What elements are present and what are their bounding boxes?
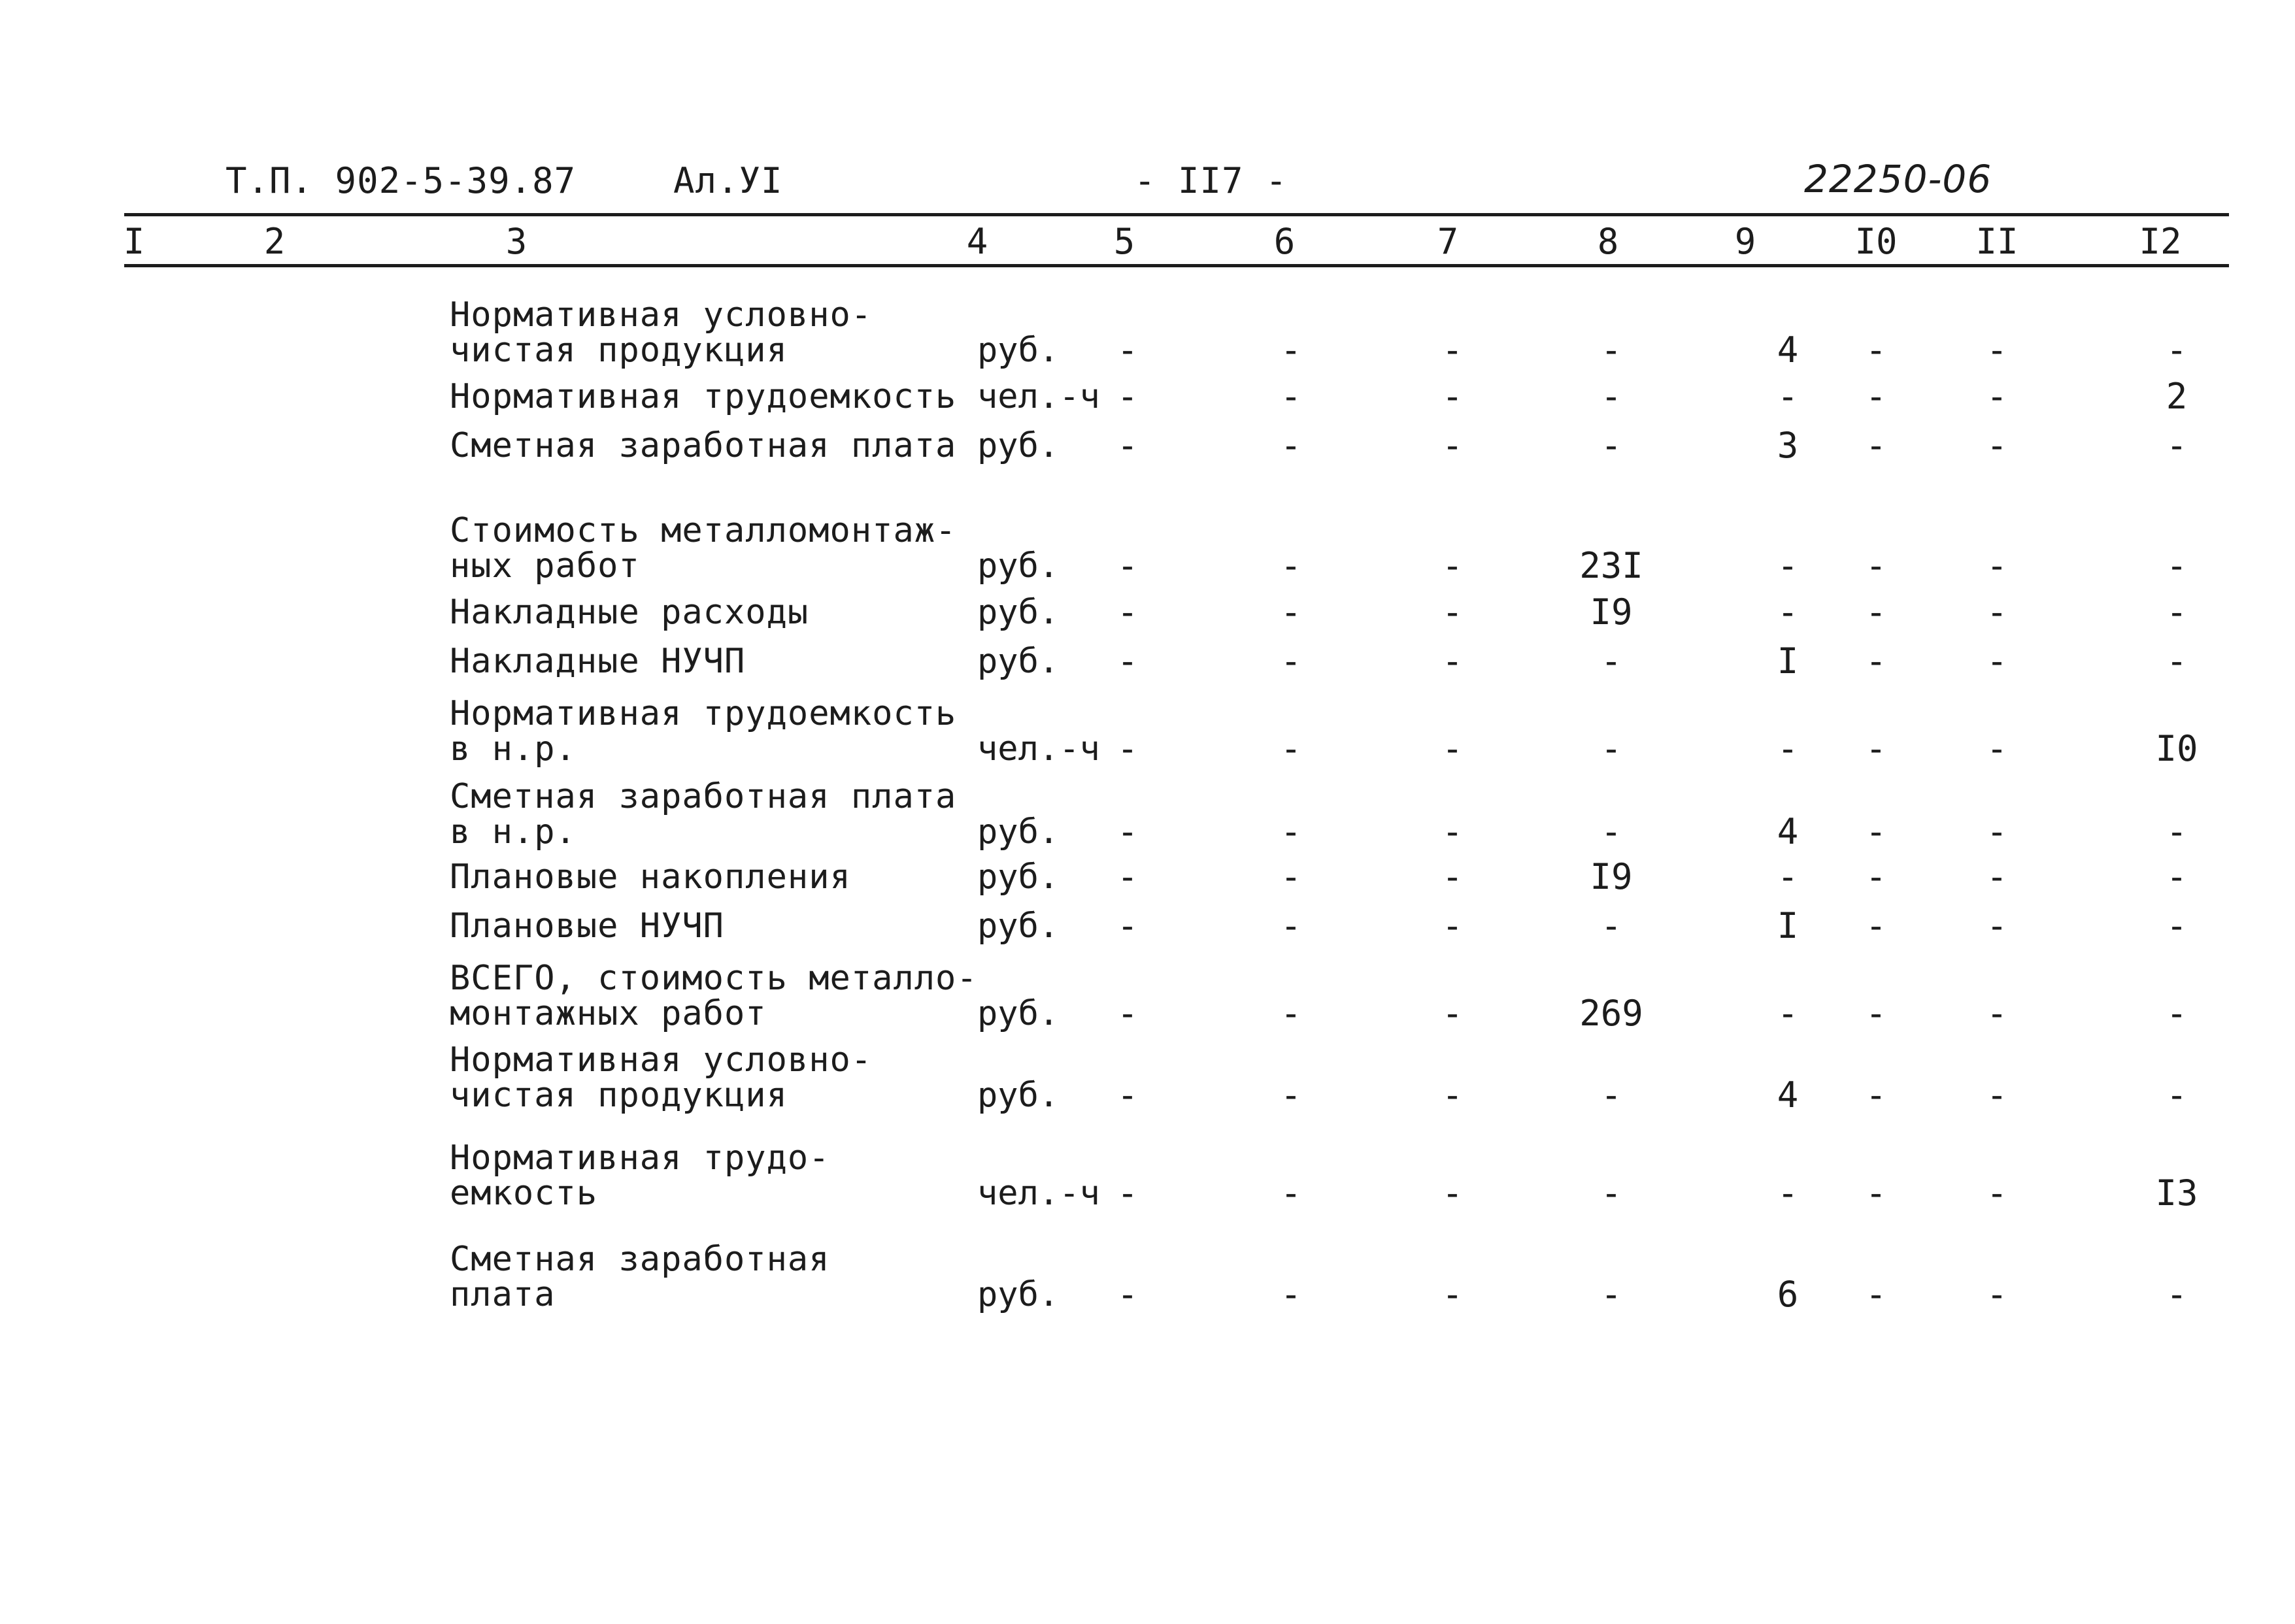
row-value: - <box>2166 1274 2188 1315</box>
row-value: - <box>1600 640 1622 682</box>
row-unit: чел.-ч <box>977 1174 1100 1213</box>
row-value: - <box>1600 376 1622 417</box>
row-value: - <box>1441 1172 1464 1214</box>
row-label: Накладные расходы <box>450 593 809 632</box>
row-label: Сметная заработная плата <box>450 1240 830 1314</box>
row-value: 269 <box>1579 993 1643 1034</box>
row-label: Накладные НУЧП <box>450 642 746 681</box>
row-unit: руб. <box>977 642 1060 681</box>
row-value: - <box>1280 1274 1302 1315</box>
row-value: - <box>1986 329 2008 371</box>
row-value: 4 <box>1777 329 1799 371</box>
row-value: - <box>1986 1274 2008 1315</box>
row-value: - <box>1280 905 1302 946</box>
row-value: - <box>1865 1074 1887 1116</box>
row-value: - <box>1600 1074 1622 1116</box>
row-value: - <box>1986 425 2008 466</box>
column-number: 9 <box>1734 221 1756 262</box>
row-unit: руб. <box>977 906 1060 946</box>
row-value: - <box>2166 640 2188 682</box>
row-value: - <box>2166 545 2188 586</box>
row-value: - <box>1600 728 1622 769</box>
row-value: - <box>1777 591 1799 633</box>
top-rule <box>124 213 2229 216</box>
column-number: 7 <box>1437 221 1459 262</box>
row-value: - <box>1865 545 1887 586</box>
row-unit: руб. <box>977 593 1060 632</box>
column-number: 5 <box>1113 221 1135 262</box>
row-value: - <box>1865 329 1887 371</box>
row-value: 2 <box>2166 376 2188 417</box>
page-number: - II7 - <box>1134 160 1288 201</box>
row-value: - <box>1441 640 1464 682</box>
row-label: ВСЕГО, стоимость металло- монтажных работ <box>450 959 978 1033</box>
row-value: I <box>1777 905 1799 946</box>
row-label: Нормативная условно- чистая продукция <box>450 1040 873 1115</box>
row-value: - <box>1116 1172 1139 1214</box>
row-value: - <box>1865 993 1887 1034</box>
row-value: - <box>1280 811 1302 852</box>
row-value: - <box>1441 905 1464 946</box>
row-value: 23I <box>1579 545 1643 586</box>
row-value: I9 <box>1590 856 1633 897</box>
row-value: - <box>1865 856 1887 897</box>
row-value: - <box>1986 905 2008 946</box>
column-number: 8 <box>1597 221 1619 262</box>
row-value: - <box>1441 545 1464 586</box>
row-value: - <box>1441 376 1464 417</box>
row-value: - <box>1116 329 1139 371</box>
document-number: 22250-06 <box>1804 157 1992 201</box>
row-value: - <box>2166 993 2188 1034</box>
row-unit: руб. <box>977 426 1060 465</box>
row-value: - <box>1600 811 1622 852</box>
row-value: - <box>1777 856 1799 897</box>
row-value: - <box>1986 545 2008 586</box>
row-label: Нормативная трудоемкость <box>450 377 957 416</box>
row-value: I <box>1777 640 1799 682</box>
row-value: - <box>1777 993 1799 1034</box>
row-value: - <box>1777 1172 1799 1214</box>
row-unit: руб. <box>977 812 1060 852</box>
column-number: 2 <box>263 221 286 262</box>
row-label: Плановые НУЧП <box>450 906 724 946</box>
row-value: - <box>2166 856 2188 897</box>
column-number: I2 <box>2139 221 2182 262</box>
row-value: - <box>1777 376 1799 417</box>
row-value: - <box>1865 1274 1887 1315</box>
row-value: - <box>1865 376 1887 417</box>
row-value: - <box>1116 728 1139 769</box>
row-unit: руб. <box>977 857 1060 897</box>
row-value: - <box>2166 425 2188 466</box>
column-number: II <box>1975 221 2019 262</box>
row-value: - <box>1865 591 1887 633</box>
row-value: - <box>1986 1074 2008 1116</box>
row-value: I9 <box>1590 591 1633 633</box>
row-value: - <box>1441 329 1464 371</box>
row-value: - <box>1280 425 1302 466</box>
row-label: Нормативная трудо- емкость <box>450 1138 830 1213</box>
album-number: Ал.УІ <box>673 160 783 201</box>
row-value: - <box>1441 728 1464 769</box>
row-unit: руб. <box>977 1275 1060 1314</box>
row-value: - <box>1441 811 1464 852</box>
column-number: I <box>123 221 145 262</box>
row-value: - <box>1116 1274 1139 1315</box>
row-label: Нормативная условно- чистая продукция <box>450 295 873 370</box>
row-value: - <box>1441 425 1464 466</box>
row-value: - <box>1280 856 1302 897</box>
row-value: - <box>1986 728 2008 769</box>
row-value: - <box>1116 856 1139 897</box>
row-value: - <box>1116 640 1139 682</box>
row-value: - <box>1865 728 1887 769</box>
row-unit: руб. <box>977 331 1060 370</box>
row-value: - <box>2166 1074 2188 1116</box>
row-value: - <box>1986 591 2008 633</box>
row-value: - <box>1116 993 1139 1034</box>
project-code: Т.П. 902-5-39.87 <box>226 160 577 201</box>
row-value: - <box>1865 811 1887 852</box>
row-value: - <box>1865 1172 1887 1214</box>
row-value: - <box>1986 640 2008 682</box>
row-value: - <box>1986 856 2008 897</box>
column-number: 3 <box>505 221 528 262</box>
row-value: I3 <box>2155 1172 2198 1214</box>
row-value: - <box>1986 1172 2008 1214</box>
row-value: - <box>1280 376 1302 417</box>
row-value: - <box>1865 905 1887 946</box>
row-label: Нормативная трудоемкость в н.р. <box>450 694 957 769</box>
row-value: - <box>1600 425 1622 466</box>
row-value: - <box>1865 640 1887 682</box>
row-value: 6 <box>1777 1274 1799 1315</box>
row-unit: руб. <box>977 994 1060 1033</box>
row-value: - <box>1116 545 1139 586</box>
row-value: - <box>1986 811 2008 852</box>
row-value: - <box>1441 1074 1464 1116</box>
row-value: 4 <box>1777 1074 1799 1116</box>
row-value: - <box>1986 376 2008 417</box>
row-value: - <box>1441 591 1464 633</box>
row-value: - <box>1986 993 2008 1034</box>
row-value: - <box>1116 425 1139 466</box>
row-value: - <box>1280 728 1302 769</box>
row-value: - <box>1116 1074 1139 1116</box>
row-value: - <box>1116 376 1139 417</box>
row-value: - <box>1116 591 1139 633</box>
row-unit: чел.-ч <box>977 729 1100 769</box>
row-value: - <box>1280 640 1302 682</box>
row-value: I0 <box>2155 728 2198 769</box>
row-value: - <box>2166 329 2188 371</box>
row-value: - <box>1280 545 1302 586</box>
row-label: Сметная заработная плата <box>450 426 957 465</box>
row-value: - <box>1280 993 1302 1034</box>
row-value: 3 <box>1777 425 1799 466</box>
row-label: Стоимость металломонтаж- ных работ <box>450 511 957 586</box>
row-unit: руб. <box>977 546 1060 586</box>
row-unit: чел.-ч <box>977 377 1100 416</box>
row-label: Плановые накопления <box>450 857 851 897</box>
row-value: - <box>1600 329 1622 371</box>
row-unit: руб. <box>977 1076 1060 1115</box>
column-number: I0 <box>1854 221 1898 262</box>
column-number: 6 <box>1273 221 1296 262</box>
row-value: - <box>2166 591 2188 633</box>
row-value: - <box>1441 993 1464 1034</box>
row-value: - <box>1865 425 1887 466</box>
row-value: - <box>1280 591 1302 633</box>
row-value: - <box>1441 856 1464 897</box>
row-value: - <box>1441 1274 1464 1315</box>
row-value: - <box>1600 905 1622 946</box>
row-value: - <box>1777 728 1799 769</box>
row-value: - <box>1600 1172 1622 1214</box>
row-value: - <box>1116 811 1139 852</box>
row-label: Сметная заработная плата в н.р. <box>450 777 957 852</box>
row-value: - <box>2166 905 2188 946</box>
header-rule <box>124 264 2229 267</box>
row-value: - <box>1777 545 1799 586</box>
row-value: - <box>2166 811 2188 852</box>
row-value: - <box>1116 905 1139 946</box>
column-number: 4 <box>966 221 988 262</box>
row-value: 4 <box>1777 811 1799 852</box>
row-value: - <box>1280 1074 1302 1116</box>
row-value: - <box>1280 329 1302 371</box>
row-value: - <box>1600 1274 1622 1315</box>
row-value: - <box>1280 1172 1302 1214</box>
